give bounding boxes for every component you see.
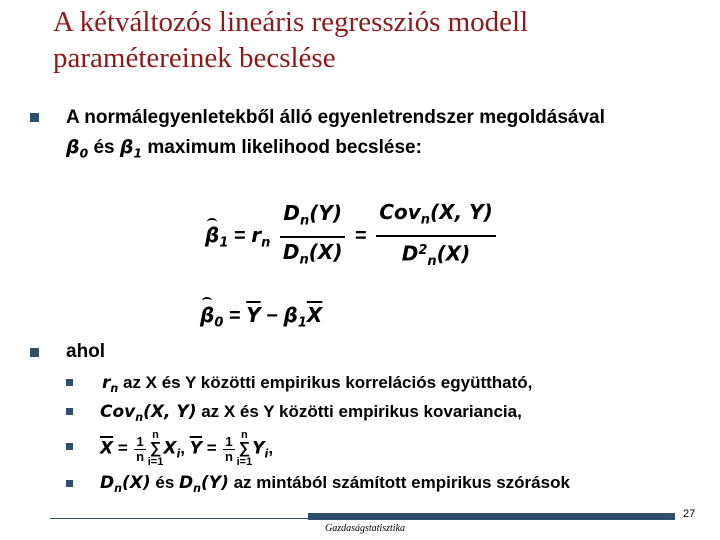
frac2-num-arg: (X, Y) <box>430 200 493 224</box>
sub-item-3 <box>100 430 273 469</box>
r-subscript: n <box>261 235 271 251</box>
dn-x-arg: (X) <box>122 473 151 493</box>
cov-symbol: Cov <box>100 402 136 422</box>
y-bar-2: $\overline{Y}$ <box>189 438 202 459</box>
dn-y: D <box>179 473 194 493</box>
comma-a: , <box>180 438 190 458</box>
sum-bot-a: i=1 <box>147 456 164 468</box>
sub-item-2 <box>100 400 522 430</box>
footer-bar <box>308 513 675 520</box>
x-bar-2: $\overline{X}$ <box>100 438 114 459</box>
fraction-cov-d2 <box>376 200 495 274</box>
eq-b: = <box>202 438 222 458</box>
frac2-num-sub: n <box>420 212 431 228</box>
dn-x: D <box>100 473 115 493</box>
footer-text: Gazdaságstatisztika <box>325 523 406 534</box>
beta1-symbol: β <box>119 136 134 158</box>
frac1-num-sub: n <box>299 213 310 229</box>
cov-arg: (X, Y) <box>143 402 197 422</box>
frac1-den: D <box>282 239 300 264</box>
beta0-subscript: 0 <box>79 146 89 161</box>
n-a: n <box>136 448 145 464</box>
frac1-num: D <box>283 201 300 226</box>
and-text-2: és <box>150 473 180 492</box>
bullet-square-icon <box>30 113 39 122</box>
equals-sign-3: = <box>228 305 241 327</box>
frac1-den-sub: n <box>299 252 309 268</box>
title-line-2: paramétereinek becslése <box>53 42 336 74</box>
sum-bot-b: i=1 <box>236 456 253 468</box>
bullet-1-line-1: A normálegyenletekből álló egyenletrendszer megoldásával <box>66 107 605 128</box>
beta0-hat: β <box>200 303 215 327</box>
dn-y-arg: (Y) <box>201 473 229 493</box>
cov-sub: n <box>135 410 144 424</box>
frac2-den-sub: n <box>427 253 437 269</box>
formula-beta1 <box>205 200 500 274</box>
rn-sub: n <box>110 381 119 395</box>
yi: Y <box>252 438 265 459</box>
eq-a: = <box>113 438 133 458</box>
sub-item-1-text: az X és Y közötti empirikus korrelációs együttható, <box>118 373 533 392</box>
one-over-n <box>134 435 145 464</box>
n-b: n <box>225 448 233 464</box>
one-over-n-2 <box>223 435 234 464</box>
frac2-num: Cov <box>379 200 421 224</box>
r-symbol: r <box>251 223 262 248</box>
sub-bullet-icon <box>66 480 73 487</box>
sum-y <box>237 430 253 468</box>
frac2-den: D <box>401 241 419 266</box>
bullet-1-rest: maximum likelihood becslése: <box>142 137 422 158</box>
beta1-subscript: 1 <box>133 146 143 161</box>
x-bar: $\overline{X}$ <box>306 303 323 327</box>
footer-line <box>50 518 308 519</box>
and-text: és <box>88 137 120 158</box>
equals-sign: = <box>233 225 246 248</box>
frac1-den-arg: (X) <box>308 239 343 264</box>
one-b: 1 <box>225 433 233 449</box>
beta1-symbol-2: β <box>283 303 298 327</box>
beta0-symbol: β <box>66 136 80 158</box>
one-a: 1 <box>136 433 144 449</box>
y-bar: $\overline{Y}$ <box>246 303 261 327</box>
sub-item-4-text: az mintából számított empirikus szórások <box>228 473 570 492</box>
xi-sub: i <box>176 447 181 461</box>
bullet-1-line-2 <box>66 135 422 165</box>
title-line-1: A kétváltozós lineáris regressziós modell <box>53 6 529 38</box>
sum-top-a: n <box>152 429 159 441</box>
dn-y-sub: n <box>193 481 202 495</box>
sub-item-4 <box>100 471 570 501</box>
equals-sign-2: = <box>355 225 367 248</box>
bullet-square-icon <box>30 348 39 357</box>
rn-symbol: r <box>102 373 111 393</box>
sigma-b: ∑ <box>238 440 251 457</box>
sub-bullet-icon <box>66 443 73 450</box>
fraction-dy-dx <box>280 201 346 272</box>
frac1-num-arg: (Y) <box>309 201 342 226</box>
formula2-beta-sub: 1 <box>297 315 307 331</box>
dn-x-sub: n <box>114 481 122 495</box>
xi: X <box>163 438 177 459</box>
formula1-lhs-sub: 1 <box>219 235 229 251</box>
slide-title <box>53 4 693 76</box>
formula-beta0 <box>200 302 322 337</box>
sub-bullet-icon <box>66 379 73 386</box>
yi-sub: i <box>264 447 269 461</box>
sub-bullet-icon <box>66 408 73 415</box>
frac2-den-sup: 2 <box>418 242 428 258</box>
sigma-a: ∑ <box>149 440 162 457</box>
page-number: 27 <box>683 508 696 520</box>
formula2-lhs-sub: 0 <box>214 315 224 331</box>
sub-item-1 <box>102 371 532 401</box>
bullet-2-label: ahol <box>66 341 106 362</box>
frac2-den-arg: (X) <box>436 241 471 266</box>
sum-x <box>148 430 164 468</box>
sum-top-b: n <box>241 429 248 441</box>
beta1-hat: β <box>205 223 220 248</box>
minus-sign: − <box>266 305 278 327</box>
comma-end: , <box>268 438 274 458</box>
sub-item-2-text: az X és Y közötti empirikus kovariancia, <box>196 402 522 421</box>
